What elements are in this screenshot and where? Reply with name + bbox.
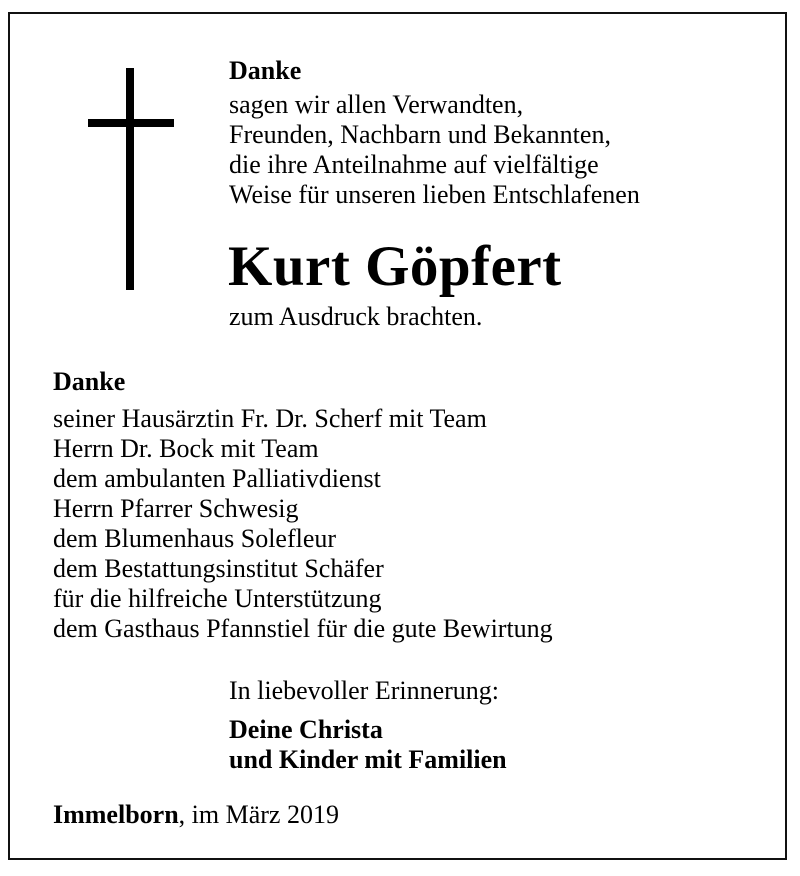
signature-line-1: Deine Christa [229, 715, 383, 744]
intro-line: Freunden, Nachbarn und Bekannten, [229, 120, 611, 149]
list-item: dem ambulanten Palliativdienst [53, 464, 381, 493]
heading-thanks-top: Danke [229, 56, 302, 85]
closing-phrase: zum Ausdruck brachten. [229, 302, 483, 331]
signature-line-2: und Kinder mit Familien [229, 745, 507, 774]
list-item: dem Bestattungsinstitut Schäfer [53, 554, 384, 583]
list-item: seiner Hausärztin Fr. Dr. Scherf mit Team [53, 404, 487, 433]
cross-icon [88, 68, 174, 290]
list-item: Herrn Pfarrer Schwesig [53, 494, 299, 523]
thanks-list [53, 404, 553, 644]
list-item: dem Gasthaus Pfannstiel für die gute Bewirtung [53, 614, 553, 643]
heading-thanks-second: Danke [53, 367, 126, 396]
place-name: Immelborn [53, 800, 179, 829]
list-item: für die hilfreiche Unterstützung [53, 584, 382, 613]
intro-line: die ihre Anteilnahme auf vielfältige [229, 150, 599, 179]
deceased-name: Kurt Göpfert [228, 235, 562, 298]
intro-text [229, 90, 640, 210]
list-item: Herrn Dr. Bock mit Team [53, 434, 319, 463]
list-item: dem Blumenhaus Solefleur [53, 524, 337, 553]
remembrance-text: In liebevoller Erinnerung: [229, 676, 500, 705]
intro-line: Weise für unseren lieben Entschlafenen [229, 180, 640, 209]
intro-line: sagen wir allen Verwandten, [229, 90, 524, 119]
place-date [53, 800, 339, 830]
date-text: , im März 2019 [178, 800, 339, 829]
